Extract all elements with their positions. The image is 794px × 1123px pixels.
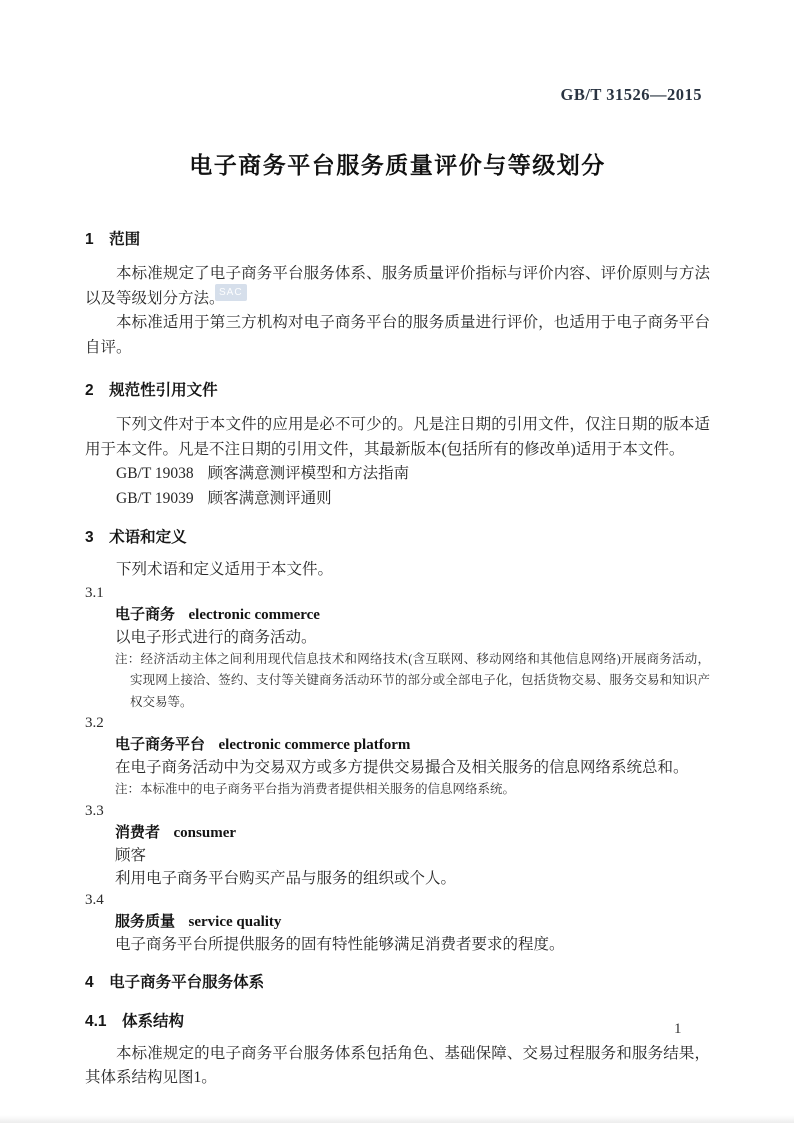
normative-reference bbox=[116, 462, 710, 487]
term-english: service quality bbox=[188, 913, 282, 930]
term-synonym: 顾客 bbox=[115, 846, 147, 864]
section-1-heading: 1 范围 bbox=[85, 231, 141, 248]
term-chinese: 消费者 bbox=[115, 823, 161, 841]
term-definition: 在电子商务活动中为交易双方或多方提供交易撮合及相关服务的信息网络系统总和。 bbox=[115, 759, 689, 776]
term-definition: 利用电子商务平台购买产品与服务的组织或个人。 bbox=[115, 869, 457, 887]
term-note: 注：经济活动主体之间利用现代信息技术和网络技术(含互联网、移动网络和其他信息网络)开展商务活动，实现网上接洽、签约、支付等关键商务活动环节的部分或全部电子化，包括货物交易、服务交易和知识产权交易等。 bbox=[115, 651, 710, 709]
normative-reference bbox=[116, 487, 710, 512]
term-name bbox=[115, 604, 710, 626]
section-1-paragraph-1: 本标准规定了电子商务平台服务体系、服务质量评价指标与评价内容、评价原则与方法以及等级划分方法。 bbox=[85, 265, 710, 307]
term-number: 3.2 bbox=[85, 715, 104, 731]
section-4-1-heading: 4.1 体系结构 bbox=[85, 1012, 185, 1030]
scanner-watermark: SAC bbox=[215, 284, 247, 301]
reference-title: 顾客满意测评模型和方法指南 bbox=[207, 465, 410, 482]
section-3-intro: 下列术语和定义适用于本文件。 bbox=[116, 561, 334, 578]
term-english: consumer bbox=[173, 824, 237, 841]
page-content bbox=[85, 0, 710, 1091]
section-2-heading: 2 规范性引用文件 bbox=[85, 382, 218, 399]
term-number: 3.1 bbox=[85, 584, 104, 601]
term-number: 3.3 bbox=[85, 802, 104, 819]
section-2-paragraph-1: 下列文件对于本文件的应用是必不可少的。凡是注日期的引用文件，仅注日期的版本适用于本文件。凡是不注日期的引用文件，其最新版本(包括所有的修改单)适用于本文件。 bbox=[85, 416, 710, 458]
reference-code: GB/T 19038 bbox=[116, 465, 194, 482]
term-definition: 以电子形式进行的商务活动。 bbox=[115, 628, 317, 646]
term-english: electronic commerce platform bbox=[218, 737, 411, 753]
section-3-heading: 3 术语和定义 bbox=[85, 529, 187, 546]
term-name bbox=[115, 911, 710, 933]
term-chinese: 电子商务 bbox=[115, 605, 176, 623]
reference-title: 顾客满意测评通则 bbox=[207, 489, 332, 507]
term-number: 3.4 bbox=[85, 891, 104, 908]
section-4-heading: 4 电子商务平台服务体系 bbox=[85, 973, 265, 991]
section-4-1-paragraph: 本标准规定的电子商务平台服务体系包括角色、基础保障、交易过程服务和服务结果，其体系结构见图1。 bbox=[85, 1044, 710, 1086]
page-bottom-shadow bbox=[0, 1115, 794, 1123]
section-1-paragraph-2: 本标准适用于第三方机构对电子商务平台的服务质量进行评价，也适用于电子商务平台自评。 bbox=[85, 314, 710, 356]
page-number: 1 bbox=[674, 1021, 682, 1037]
term-english: electronic commerce bbox=[188, 606, 320, 623]
standard-code: GB/T 31526—2015 bbox=[560, 85, 702, 104]
term-note: 注：本标准中的电子商务平台指为消费者提供相关服务的信息网络系统。 bbox=[115, 782, 516, 796]
term-chinese: 服务质量 bbox=[115, 912, 176, 930]
reference-code: GB/T 19039 bbox=[116, 489, 194, 507]
term-definition: 电子商务平台所提供服务的固有特性能够满足消费者要求的程度。 bbox=[115, 935, 565, 953]
document-title: 电子商务平台服务质量评价与等级划分 bbox=[189, 152, 606, 178]
term-name bbox=[115, 734, 710, 756]
term-chinese: 电子商务平台 bbox=[115, 736, 206, 753]
term-name bbox=[115, 822, 710, 844]
